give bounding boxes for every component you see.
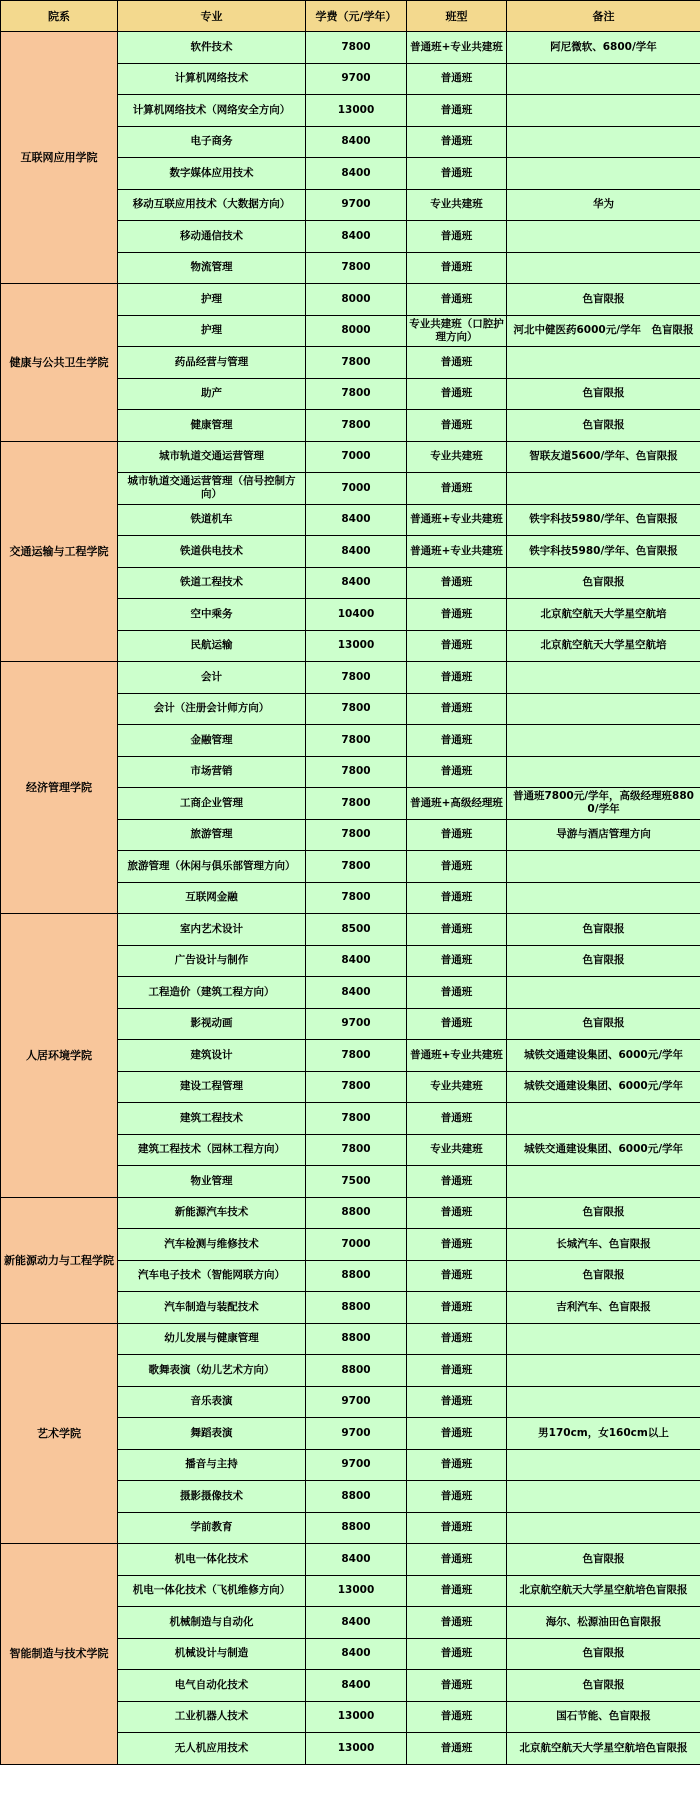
class-type-cell: 普通班 (407, 1638, 507, 1670)
note-cell: 色盲限报 (507, 410, 700, 442)
fee-cell: 13000 (306, 630, 407, 662)
fee-cell: 13000 (306, 1575, 407, 1607)
class-type-cell: 普通班 (407, 347, 507, 379)
major-cell: 幼儿发展与健康管理 (118, 1323, 306, 1355)
class-type-cell: 普通班 (407, 1733, 507, 1765)
table-row (1, 284, 700, 316)
major-cell: 物流管理 (118, 252, 306, 284)
class-type-cell: 普通班 (407, 599, 507, 631)
class-type-cell: 普通班 (407, 252, 507, 284)
note-cell (507, 1386, 700, 1418)
class-type-cell: 普通班 (407, 1292, 507, 1324)
table-row (1, 1544, 700, 1576)
department-cell: 交通运输与工程学院 (1, 441, 118, 662)
fee-cell: 8000 (306, 315, 407, 347)
note-cell (507, 252, 700, 284)
major-cell: 民航运输 (118, 630, 306, 662)
class-type-cell: 普通班 (407, 1607, 507, 1639)
fee-cell: 8400 (306, 1607, 407, 1639)
fee-cell: 7800 (306, 725, 407, 757)
fee-cell: 8400 (306, 126, 407, 158)
note-cell: 色盲限报 (507, 1008, 700, 1040)
fee-cell: 7000 (306, 441, 407, 473)
class-type-cell: 普通班 (407, 977, 507, 1009)
major-cell: 移动通信技术 (118, 221, 306, 253)
fee-cell: 13000 (306, 1701, 407, 1733)
fee-cell: 7500 (306, 1166, 407, 1198)
note-cell: 色盲限报 (507, 1197, 700, 1229)
major-cell: 摄影摄像技术 (118, 1481, 306, 1513)
note-cell (507, 158, 700, 190)
table-row (1, 1323, 700, 1355)
class-type-cell: 普通班 (407, 851, 507, 883)
class-type-cell: 普通班 (407, 662, 507, 694)
major-cell: 机械制造与自动化 (118, 1607, 306, 1639)
major-cell: 建设工程管理 (118, 1071, 306, 1103)
fee-cell: 7800 (306, 851, 407, 883)
note-cell: 华为 (507, 189, 700, 221)
fee-cell: 8400 (306, 158, 407, 190)
class-type-cell: 普通班 (407, 473, 507, 505)
class-type-cell: 普通班 (407, 630, 507, 662)
note-cell: 北京航空航天大学星空航培色盲限报 (507, 1575, 700, 1607)
note-cell: 智联友道5600/学年、色盲限报 (507, 441, 700, 473)
note-cell (507, 1512, 700, 1544)
major-cell: 新能源汽车技术 (118, 1197, 306, 1229)
note-cell: 色盲限报 (507, 1670, 700, 1702)
note-cell (507, 221, 700, 253)
table-row (1, 441, 700, 473)
major-cell: 建筑工程技术 (118, 1103, 306, 1135)
note-cell (507, 693, 700, 725)
major-cell: 机电一体化技术 (118, 1544, 306, 1576)
major-cell: 室内艺术设计 (118, 914, 306, 946)
major-cell: 电气自动化技术 (118, 1670, 306, 1702)
fee-cell: 7000 (306, 1229, 407, 1261)
note-cell (507, 347, 700, 379)
class-type-cell: 普通班+专业共建班 (407, 504, 507, 536)
department-cell: 新能源动力与工程学院 (1, 1197, 118, 1323)
fee-cell: 8400 (306, 221, 407, 253)
major-cell: 城市轨道交通运营管理 (118, 441, 306, 473)
note-cell: 北京航空航天大学星空航培色盲限报 (507, 1733, 700, 1765)
fee-cell: 8400 (306, 536, 407, 568)
fee-cell: 7800 (306, 1040, 407, 1072)
note-cell: 色盲限报 (507, 914, 700, 946)
class-type-cell: 专业共建班（口腔护理方向） (407, 315, 507, 347)
note-cell: 导游与酒店管理方向 (507, 819, 700, 851)
major-cell: 建筑工程技术（园林工程方向） (118, 1134, 306, 1166)
class-type-cell: 普通班 (407, 1481, 507, 1513)
fee-cell: 9700 (306, 63, 407, 95)
major-cell: 旅游管理 (118, 819, 306, 851)
class-type-cell: 普通班 (407, 1103, 507, 1135)
header-notes: 备注 (507, 1, 700, 32)
major-cell: 旅游管理（休闲与俱乐部管理方向） (118, 851, 306, 883)
fee-cell: 8800 (306, 1323, 407, 1355)
major-cell: 移动互联应用技术（大数据方向） (118, 189, 306, 221)
fee-cell: 8500 (306, 914, 407, 946)
header-row (1, 1, 700, 32)
fee-cell: 9700 (306, 1008, 407, 1040)
fee-cell: 8800 (306, 1260, 407, 1292)
class-type-cell: 普通班 (407, 882, 507, 914)
note-cell (507, 851, 700, 883)
major-cell: 机械设计与制造 (118, 1638, 306, 1670)
class-type-cell: 普通班+专业共建班 (407, 1040, 507, 1072)
department-cell: 智能制造与技术学院 (1, 1544, 118, 1765)
class-type-cell: 普通班 (407, 725, 507, 757)
note-cell (507, 1103, 700, 1135)
fee-cell: 8400 (306, 567, 407, 599)
class-type-cell: 普通班 (407, 158, 507, 190)
major-cell: 无人机应用技术 (118, 1733, 306, 1765)
major-cell: 工程造价（建筑工程方向） (118, 977, 306, 1009)
fee-cell: 7800 (306, 662, 407, 694)
class-type-cell: 普通班 (407, 1323, 507, 1355)
fee-cell: 8400 (306, 1544, 407, 1576)
major-cell: 汽车电子技术（智能网联方向） (118, 1260, 306, 1292)
fee-cell: 7800 (306, 756, 407, 788)
note-cell (507, 1166, 700, 1198)
note-cell (507, 473, 700, 505)
fee-cell: 9700 (306, 1418, 407, 1450)
note-cell: 北京航空航天大学星空航培 (507, 599, 700, 631)
fee-cell: 7800 (306, 693, 407, 725)
class-type-cell: 普通班+专业共建班 (407, 536, 507, 568)
fee-cell: 7800 (306, 410, 407, 442)
major-cell: 物业管理 (118, 1166, 306, 1198)
note-cell (507, 756, 700, 788)
class-type-cell: 普通班 (407, 1575, 507, 1607)
note-cell (507, 977, 700, 1009)
fee-cell: 7800 (306, 882, 407, 914)
fee-cell: 8800 (306, 1355, 407, 1387)
fee-cell: 8400 (306, 1670, 407, 1702)
fee-cell: 10400 (306, 599, 407, 631)
note-cell: 铁宇科技5980/学年、色盲限报 (507, 504, 700, 536)
department-cell: 互联网应用学院 (1, 32, 118, 284)
fee-cell: 8400 (306, 504, 407, 536)
major-cell: 铁道工程技术 (118, 567, 306, 599)
class-type-cell: 普通班 (407, 756, 507, 788)
major-cell: 铁道机车 (118, 504, 306, 536)
note-cell (507, 1481, 700, 1513)
class-type-cell: 普通班 (407, 914, 507, 946)
header-fee: 学费（元/学年） (306, 1, 407, 32)
note-cell: 男170cm，女160cm以上 (507, 1418, 700, 1450)
major-cell: 城市轨道交通运营管理（信号控制方向） (118, 473, 306, 505)
table-row (1, 32, 700, 64)
note-cell (507, 63, 700, 95)
header-major: 专业 (118, 1, 306, 32)
note-cell (507, 95, 700, 127)
table-row (1, 662, 700, 694)
note-cell: 海尔、松源油田色盲限报 (507, 1607, 700, 1639)
fee-cell: 13000 (306, 1733, 407, 1765)
note-cell: 北京航空航天大学星空航培 (507, 630, 700, 662)
major-cell: 空中乘务 (118, 599, 306, 631)
note-cell (507, 1323, 700, 1355)
major-cell: 广告设计与制作 (118, 945, 306, 977)
fee-cell: 7800 (306, 819, 407, 851)
table-row (1, 1197, 700, 1229)
class-type-cell: 普通班 (407, 1449, 507, 1481)
class-type-cell: 普通班 (407, 693, 507, 725)
major-cell: 电子商务 (118, 126, 306, 158)
class-type-cell: 普通班 (407, 1386, 507, 1418)
class-type-cell: 专业共建班 (407, 189, 507, 221)
fee-cell: 7800 (306, 378, 407, 410)
note-cell (507, 1355, 700, 1387)
major-cell: 舞蹈表演 (118, 1418, 306, 1450)
header-class-type: 班型 (407, 1, 507, 32)
department-cell: 健康与公共卫生学院 (1, 284, 118, 442)
fee-cell: 13000 (306, 95, 407, 127)
fee-cell: 7800 (306, 347, 407, 379)
major-cell: 汽车制造与装配技术 (118, 1292, 306, 1324)
fee-cell: 8800 (306, 1292, 407, 1324)
note-cell: 普通班7800元/学年，高级经理班8800/学年 (507, 788, 700, 820)
class-type-cell: 普通班 (407, 567, 507, 599)
class-type-cell: 普通班 (407, 221, 507, 253)
major-cell: 播音与主持 (118, 1449, 306, 1481)
fee-cell: 8000 (306, 284, 407, 316)
fee-cell: 7800 (306, 1134, 407, 1166)
class-type-cell: 普通班 (407, 1260, 507, 1292)
major-cell: 汽车检测与维修技术 (118, 1229, 306, 1261)
fee-cell: 7800 (306, 252, 407, 284)
major-cell: 会计 (118, 662, 306, 694)
major-cell: 互联网金融 (118, 882, 306, 914)
note-cell: 阿尼微软、6800/学年 (507, 32, 700, 64)
note-cell: 色盲限报 (507, 567, 700, 599)
class-type-cell: 普通班 (407, 1166, 507, 1198)
class-type-cell: 普通班 (407, 63, 507, 95)
department-cell: 经济管理学院 (1, 662, 118, 914)
major-cell: 金融管理 (118, 725, 306, 757)
major-cell: 歌舞表演（幼儿艺术方向） (118, 1355, 306, 1387)
class-type-cell: 普通班 (407, 945, 507, 977)
table-body (1, 32, 700, 1765)
fee-cell: 8800 (306, 1481, 407, 1513)
fee-cell: 9700 (306, 1386, 407, 1418)
note-cell: 城铁交通建设集团、6000元/学年 (507, 1134, 700, 1166)
note-cell: 色盲限报 (507, 1544, 700, 1576)
note-cell: 色盲限报 (507, 284, 700, 316)
major-cell: 计算机网络技术（网络安全方向） (118, 95, 306, 127)
note-cell (507, 126, 700, 158)
class-type-cell: 专业共建班 (407, 1134, 507, 1166)
class-type-cell: 普通班 (407, 1229, 507, 1261)
major-cell: 助产 (118, 378, 306, 410)
major-cell: 健康管理 (118, 410, 306, 442)
major-cell: 计算机网络技术 (118, 63, 306, 95)
major-cell: 软件技术 (118, 32, 306, 64)
class-type-cell: 普通班 (407, 1670, 507, 1702)
note-cell: 色盲限报 (507, 1638, 700, 1670)
major-cell: 机电一体化技术（飞机维修方向） (118, 1575, 306, 1607)
table-row (1, 914, 700, 946)
note-cell: 色盲限报 (507, 1260, 700, 1292)
class-type-cell: 普通班 (407, 378, 507, 410)
class-type-cell: 普通班 (407, 126, 507, 158)
class-type-cell: 专业共建班 (407, 441, 507, 473)
class-type-cell: 普通班 (407, 1701, 507, 1733)
major-cell: 工商企业管理 (118, 788, 306, 820)
department-cell: 艺术学院 (1, 1323, 118, 1544)
class-type-cell: 专业共建班 (407, 1071, 507, 1103)
table-header (1, 1, 700, 32)
major-cell: 市场营销 (118, 756, 306, 788)
note-cell: 色盲限报 (507, 945, 700, 977)
class-type-cell: 普通班 (407, 1355, 507, 1387)
note-cell: 吉利汽车、色盲限报 (507, 1292, 700, 1324)
class-type-cell: 普通班 (407, 819, 507, 851)
major-cell: 学前教育 (118, 1512, 306, 1544)
fee-cell: 8400 (306, 977, 407, 1009)
class-type-cell: 普通班 (407, 284, 507, 316)
major-cell: 药品经营与管理 (118, 347, 306, 379)
class-type-cell: 普通班 (407, 1008, 507, 1040)
note-cell (507, 882, 700, 914)
class-type-cell: 普通班+高级经理班 (407, 788, 507, 820)
fee-cell: 7000 (306, 473, 407, 505)
fee-cell: 8400 (306, 1638, 407, 1670)
major-cell: 音乐表演 (118, 1386, 306, 1418)
major-cell: 影视动画 (118, 1008, 306, 1040)
major-cell: 工业机器人技术 (118, 1701, 306, 1733)
class-type-cell: 普通班+专业共建班 (407, 32, 507, 64)
fee-cell: 8800 (306, 1197, 407, 1229)
fee-cell: 9700 (306, 1449, 407, 1481)
major-cell: 护理 (118, 284, 306, 316)
note-cell (507, 1449, 700, 1481)
fee-cell: 7800 (306, 788, 407, 820)
fee-cell: 8400 (306, 945, 407, 977)
fee-cell: 7800 (306, 32, 407, 64)
note-cell: 城铁交通建设集团、6000元/学年 (507, 1071, 700, 1103)
note-cell: 长城汽车、色盲限报 (507, 1229, 700, 1261)
class-type-cell: 普通班 (407, 1512, 507, 1544)
note-cell: 河北中健医药6000元/学年 色盲限报 (507, 315, 700, 347)
note-cell: 铁宇科技5980/学年、色盲限报 (507, 536, 700, 568)
fee-cell: 9700 (306, 189, 407, 221)
class-type-cell: 普通班 (407, 1197, 507, 1229)
fee-cell: 8800 (306, 1512, 407, 1544)
department-cell: 人居环境学院 (1, 914, 118, 1198)
major-cell: 建筑设计 (118, 1040, 306, 1072)
note-cell (507, 725, 700, 757)
major-cell: 会计（注册会计师方向） (118, 693, 306, 725)
class-type-cell: 普通班 (407, 95, 507, 127)
class-type-cell: 普通班 (407, 1544, 507, 1576)
class-type-cell: 普通班 (407, 1418, 507, 1450)
note-cell: 色盲限报 (507, 378, 700, 410)
note-cell (507, 662, 700, 694)
fee-cell: 7800 (306, 1071, 407, 1103)
note-cell: 国石节能、色盲限报 (507, 1701, 700, 1733)
header-department: 院系 (1, 1, 118, 32)
note-cell: 城铁交通建设集团、6000元/学年 (507, 1040, 700, 1072)
major-cell: 护理 (118, 315, 306, 347)
major-cell: 铁道供电技术 (118, 536, 306, 568)
major-cell: 数字媒体应用技术 (118, 158, 306, 190)
class-type-cell: 普通班 (407, 410, 507, 442)
fee-cell: 7800 (306, 1103, 407, 1135)
